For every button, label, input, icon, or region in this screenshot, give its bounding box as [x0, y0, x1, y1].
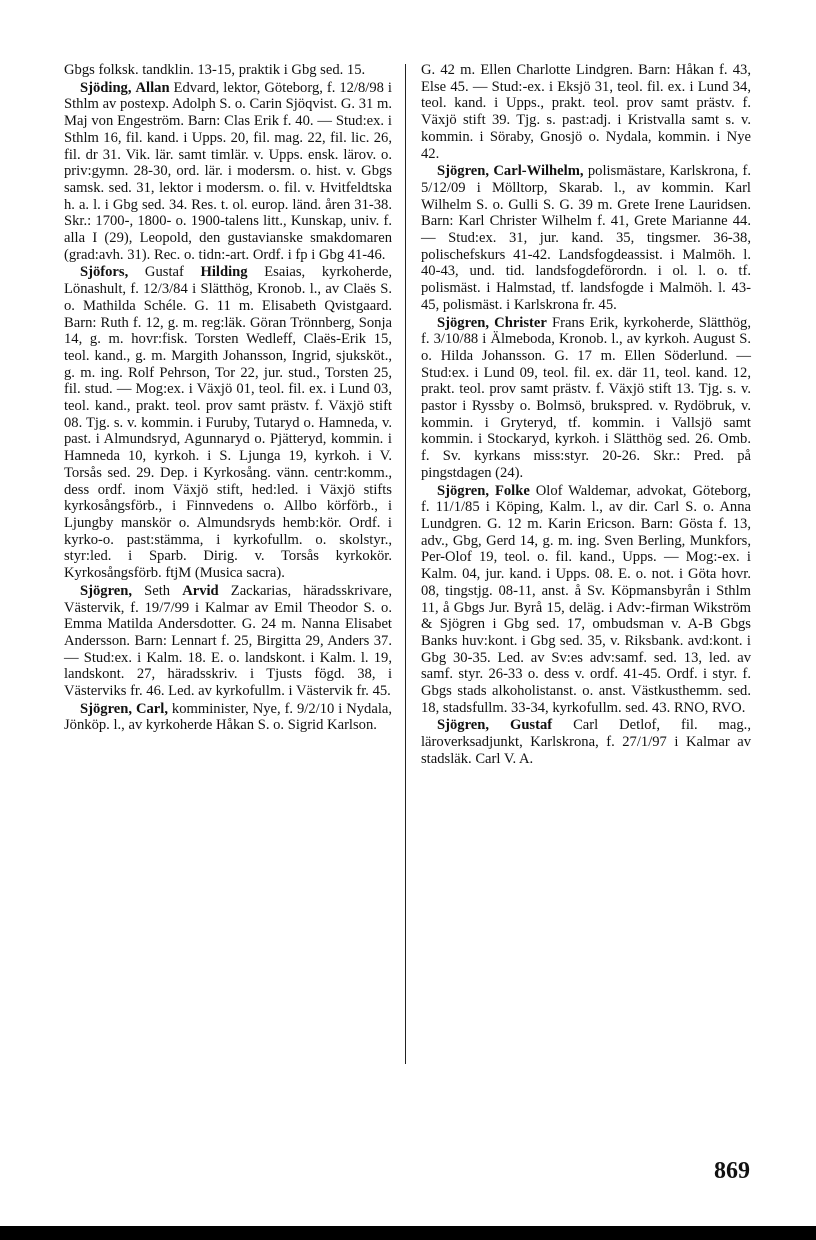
- entry-surname: Sjögren,: [437, 482, 490, 499]
- biography-entry: [421, 62, 751, 162]
- biography-entry: [64, 62, 392, 79]
- entry-text: Carl Detlof, fil. mag., läroverksadjunkt, Karlskrona, f. 27/1/97 i Kalmar av stadsläk. Carl V. A.: [421, 717, 751, 767]
- entry-given-name: Allan: [135, 79, 170, 96]
- entry-text: Esaias, kyrkoherde, Lönashult, f. 12/3/84 i Slätthög, Kronob. l., av Claës S. o. Mathilda Schéle. G. 11 m. Elisabeth Qvistgaard. Barn: Ruth f. 12, g. m. reg:läk. Göran Trönnberg, Sonja 14, g. m. hovr:fisk. Torsten Wedleff, Claës-Erik 15, teol. kand., g. m. Margith Johansson, Ingrid, sjuksköt., g. m. ing. Rolf Pehrson, Tor 22, jur. stud., Torsten 25, fil. stud. — Mog:ex. i Växjö 01, teol. fil. ex. i Lund 03, teol. kand., prakt. teol. prov samt prästv. f. Växjö stift 08. Tjg. s. v. kommin. i Furuby, Tutaryd o. Hamneda, v. past. i Almundsryd, Agunnaryd o. Pjätteryd, kommin. i Hamneda 10, kyrkoh. i S. Ljunga 19, kyrkoh. i V. Torsås sed. 29. Dep. i Kyrkosång. vänn. centr:komm., dess ordf. inom Växjö stift, hed:led. i Växjö stifts kyrkosångsförb., i Finnvedens o. Allbo körförb., i Ljungby manskör o. Almundsryds hemb:kör. Ordf. i kyrko-o. past:stämma, i kyrkofullm. o. skolstyr., styr:led. i Sparb. Dirig. v. Torsås kyrkokör. Kyrkosångsförb. ftjM (Musica sacra).: [64, 264, 392, 582]
- entry-name-part: Seth: [132, 582, 183, 599]
- entry-surname: Sjöding,: [80, 79, 132, 96]
- entry-given-name: Arvid: [182, 582, 219, 599]
- entry-given-name: Hilding: [200, 264, 248, 281]
- entry-text: G. 42 m. Ellen Charlotte Lindgren. Barn: Håkan f. 43, Else 45. — Stud:-ex. i Eksjö 31, teol. fil. ex. i Lund 34, teol. kand. i Upps., prakt. teol. prov samt prästv. f. Växjö stift 39. Tjg. s. past:adj. i Kristvalla samt s. v. kommin. i Söraby, Gnosjö o. Nydala, kommin. i Nye 42.: [421, 62, 751, 162]
- entry-given-name: Carl,: [135, 700, 168, 717]
- biography-entry: [64, 701, 392, 734]
- entry-text: Zackarias, häradsskrivare, Västervik, f. 19/7/99 i Kalmar av Emil Theodor S. o. Emma Matilda Andersdotter. G. 24 m. Nanna Elisabet Andersson. Barn: Lennart f. 25, Birgitta 29, Anders 37. — Stud:ex. i Kalm. 18. E. o. landskont. i Kalm. l. 19, landskont. 27, häradsskriv. i Tjusts fögd. 38, i Västerviks fr. 46. Led. av kyrkofullm. i Västervik fr. 45.: [64, 582, 392, 700]
- biography-entry: [64, 80, 392, 264]
- entry-name-part: Gustaf: [128, 264, 201, 281]
- entry-text: polismästare, Karlskrona, f. 5/12/09 i Mölltorp, Skarab. l., av kommin. Karl Wilhelm S. o. Gulli S. G. 39 m. Grete Irene Lauridsen. Barn: Karl Christer Wilhelm f. 41, Grete Marianne 44. — Stud:ex. 31, jur. kand. 35, tingsmer. 36-38, polischefskurs 41-42. Landsfogdeassist. i Malmöh. l. 40-43, und. tid. landsfogdeförordn. i ol. l. o. tf. polismäst. i Halmstad, tf. landsfogde i Malmöh. l. 43-45, polismäst. i Karlskrona fr. 45.: [421, 163, 751, 313]
- entry-surname: Sjögren,: [80, 700, 133, 717]
- scan-edge-band: [0, 1226, 816, 1240]
- entry-text: Edvard, lektor, Göteborg, f. 12/8/98 i Sthlm av postexp. Adolph S. o. Carin Sjöqvist. G. 31 m. Maj von Engeström. Barn: Clas Erik f. 40. — Stud:ex. i Sthlm 16, fil. kand. i Upps. 20, fil. mag. 22, fil. lic. 26, fil. dr 31. Vik. lär. samt timlär. v. Upps. ensk. lärov. o. priv:gymn. 28-30, ord. lär. i modersm. o. hist. v. Gbgs samsk. sed. 31, lektor i modersm. o. fil. v. Hvitfeldtska h. a. l. i Gbg sed. 34. Res. t. ol. europ. länd. åren 31-38. Skr.: 1700-, 1800- o. 1900-talens litt., Kunskap, univ. f. alla I (29), Leopold, den gustavianske smakdomaren (grad:avh. 31). Rec. o. tidn:-art. Ordf. i fp i Gbg 41-46.: [64, 79, 392, 263]
- biography-entry: [421, 717, 751, 767]
- entry-given-name: Gustaf: [509, 717, 553, 734]
- entry-surname: Sjöfors,: [80, 264, 129, 281]
- left-column: [64, 62, 392, 735]
- entry-surname: Sjögren,: [437, 717, 490, 734]
- entry-given-name: Christer: [494, 314, 547, 331]
- entry-surname: Sjögren,: [437, 163, 490, 180]
- entry-text: Olof Waldemar, advokat, Göteborg, f. 11/1/85 i Köping, Kalm. l., av dir. Carl S. o. Anna Lundgren. G. 12 m. Karin Ericson. Barn: Gösta f. 13, adv., Gbg, Gerd 14, g. m. ing. Sven Berling, Munkfors, Per-Olof 19, teol. o. fil. kand., Upps. — Mog:-ex. i Kalm. 04, jur. kand. i Upps. 08. E. o. not. i Göta hovr. 08, tingstjg. 08-11, anst. å Sv. Köpmansbyrån i Sthlm 11, å Gbgs Jur. Byrå 15, deläg. i Adv:-firman Wikström & Sjögren i Gbg sed. 17, ombudsman v. A-B Gbgs Banks huv:kont. i Gbg sed. 35, v. Riksbank. avd:kont. i Gbg 30-35. Led. av Sv:es adv:samf. sed. 13, led. av samf. styr. 26-33 o. dess v. ordf. 41-45. Ordf. i styr. f. Gbgs stads alkoholistanst. o. anst. Västkusthemm. sed. 18, stadsfullm. 33-34, kyrkofullm. sed. 43. RNO, RVO.: [421, 482, 751, 716]
- entry-text: Gbgs folksk. tandklin. 13-15, praktik i Gbg sed. 15.: [64, 62, 366, 78]
- page-number: 869: [714, 1158, 750, 1184]
- entry-text: Frans Erik, kyrkoherde, Slätthög, f. 3/10/88 i Älmeboda, Kronob. l., av kyrkoh. August S. o. Hilda Johansson. G. 17 m. Ellen Söderlund. — Stud:ex. i Lund 09, teol. fil. ex. där 11, teol. kand. 12, prakt. teol. prov samt prästv. f. Växjö stift 13. Tjg. s. v. pastor i Ryssby o. Bolmsö, brukspred. v. Rydöbruk, v. kommin. i Gryteryd, tf. kommin. i Vallsjö samt kommin. i Stockaryd, kyrkoh. i Slätthög sed. 26. Omb. f. Sv. kyrkans miss:styr. 20-26. Skr.: Pred. på pingstdagen (24).: [421, 314, 751, 481]
- biography-entry: [64, 583, 392, 700]
- biography-entry: [421, 163, 751, 313]
- entry-surname: Sjögren,: [80, 582, 133, 599]
- biography-entry: [421, 315, 751, 482]
- entry-given-name: Carl-Wilhelm,: [493, 163, 584, 180]
- right-column: [421, 62, 751, 769]
- entry-given-name: Folke: [494, 482, 530, 499]
- entry-surname: Sjögren,: [437, 314, 490, 331]
- column-divider: [405, 64, 406, 1064]
- biography-entry: [64, 264, 392, 581]
- biography-entry: [421, 483, 751, 717]
- entry-text: komminister, Nye, f. 9/2/10 i Nydala, Jönköp. l., av kyrkoherde Håkan S. o. Sigrid Karlson.: [64, 700, 393, 734]
